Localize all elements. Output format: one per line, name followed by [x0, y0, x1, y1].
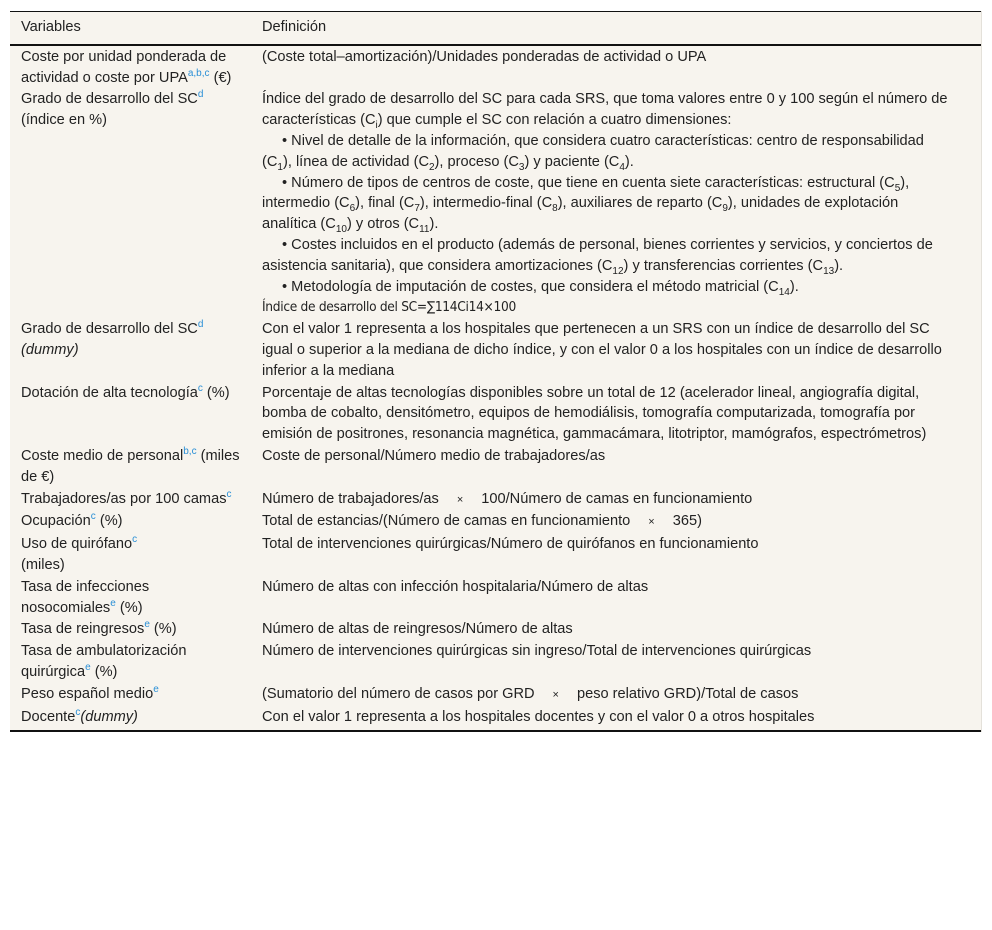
definition-cell: Número de intervenciones quirúrgicas sin ingreso/Total de intervenciones quirúrgicas — [262, 643, 812, 660]
variable-cell: Ocupación$^c$ (%) — [21, 511, 123, 530]
definition-cell: Número de altas con infección hospitalaria/Número de altas — [262, 578, 649, 595]
definition-cell: (Coste total–amortización)/Unidades ponderadas de actividad o UPA — [262, 48, 707, 65]
variable-cell: Uso de quirófano$^c$ (miles) — [21, 534, 138, 573]
footnote-link[interactable]: e — [153, 683, 159, 695]
table-row — [10, 683, 981, 706]
variable-cell: Tasa de reingresos$^e$ (%) — [21, 619, 177, 638]
variable-cell: Dotación de alta tecnología$^c$ (%) — [21, 382, 230, 401]
variables-table — [10, 11, 981, 732]
footnote-link[interactable]: c — [90, 511, 96, 523]
footnote-link[interactable]: d — [197, 319, 204, 331]
definition-bullet: • Nivel de detalle de la información, que considera cuatro características: centro de responsabilidad $(C_1)$, línea de actividad $(C_2)$, proceso $(C_3)$ y paciente $(C_4)$. — [262, 132, 924, 173]
footnote-link[interactable]: e — [85, 661, 91, 673]
footnote-link[interactable]: e — [144, 619, 150, 631]
definition-intro: Índice del grado de desarrollo del SC para cada SRS, que toma valores entre 0 y 100 según el número de características $(C_i)$ que cumple el SC con relación a cuatro dimensiones: — [262, 91, 948, 132]
definition-cell — [262, 88, 981, 318]
variable-cell: Tasa de infecciones nosocomiales$^e$ (%) — [21, 578, 150, 616]
definition-bullet: • Número de tipos de centros de coste, que tiene en cuenta siete características: estructural $(C_5)$, intermedio $(C_6)$, final $(C_7)$, intermedio-final $(C_8)$, auxiliares de reparto $(C_9)$, unidades de explotación analítica $(C_{10})$ y otros $(C_{11})$. — [262, 174, 910, 236]
variable-cell: Coste por unidad ponderada de actividad o coste por UPA$^{a,b,c}$ (€) — [21, 48, 232, 86]
definition-bullet: • Metodología de imputación de costes, que considera el método matricial $(C_{14})$. — [282, 278, 799, 298]
definition-cell: Con el valor 1 representa a los hospitales que pertenecen a un SRS con un índice de desarrollo del SC igual o superior a la mediana de dicho índice, y con el valor 0 a los hospitales con un índice de desarrollo inferior a la mediana — [262, 321, 942, 379]
table-row — [10, 640, 981, 683]
variables-table-container — [10, 11, 982, 732]
definition-cell: Coste de personal/Número medio de trabajadores/as — [262, 447, 606, 464]
definition-formula: Índice de desarrollo del SC=∑114Ci14×100 — [262, 299, 516, 316]
variable-cell: Peso español medio$^e$ — [21, 683, 159, 702]
multiply-operator: × — [456, 493, 464, 506]
header-variables: Variables — [21, 19, 81, 35]
table-row — [10, 45, 981, 89]
definition-cell: Número de trabajadores/as × 100/Número de camas en funcionamiento — [262, 490, 753, 507]
footnote-link[interactable]: e — [110, 597, 116, 609]
table-row — [10, 618, 981, 640]
table-row — [10, 488, 981, 511]
variable-cell: Tasa de ambulatorización quirúrgica$^e$ (%) — [21, 643, 187, 680]
variable-cell: Grado de desarrollo del SC$^d$ (índice en %) — [21, 89, 204, 129]
variable-cell: Grado de desarrollo del SC$^d$ (dummy) — [21, 319, 204, 358]
table-row — [10, 533, 981, 576]
table-row — [10, 382, 981, 445]
footnote-link[interactable]: c — [197, 382, 203, 394]
footnote-link[interactable]: d — [197, 89, 204, 101]
variable-cell: Trabajadores/as por 100 camas$^c$ — [21, 488, 232, 507]
definition-cell: (Sumatorio del número de casos por GRD × peso relativo GRD)/Total de casos — [262, 685, 799, 702]
table-row — [10, 576, 981, 619]
footnote-link[interactable]: c — [75, 706, 81, 718]
table-row — [10, 706, 981, 732]
table-row — [10, 445, 981, 488]
footnote-link[interactable]: a,b,c — [187, 67, 210, 79]
footnote-link[interactable]: b,c — [183, 445, 197, 457]
table-header-row — [10, 12, 981, 45]
header-definicion: Definición — [262, 19, 327, 35]
table-row — [10, 318, 981, 381]
variable-cell: Coste medio de personal$^{b,c}$ (miles de €) — [21, 445, 240, 485]
definition-cell: Con el valor 1 representa a los hospitales docentes y con el valor 0 a otros hospitales — [262, 708, 815, 725]
definition-cell: Total de estancias/(Número de camas en funcionamiento × 365) — [262, 513, 702, 530]
definition-cell: Número de altas de reingresos/Número de altas — [262, 621, 573, 638]
table-row — [10, 88, 981, 318]
multiply-operator: × — [648, 516, 655, 529]
variable-cell: Docente$^c$(dummy) — [21, 706, 138, 725]
definition-cell: Porcentaje de altas tecnologías disponibles sobre un total de 12 (acelerador lineal, angiografía digital, bomba de cobalto, densitómetro, equipos de hemodiálisis, tomografía computarizada, tomografía por emisión de positrones, resonancia magnética, gammacámara, litotriptor, mamógrafos, espectrómetros) — [262, 384, 927, 443]
footnote-link[interactable]: c — [226, 488, 232, 500]
table-row — [10, 510, 981, 533]
footnote-link[interactable]: c — [132, 534, 138, 546]
definition-cell: Total de intervenciones quirúrgicas/Número de quirófanos en funcionamiento — [262, 536, 759, 553]
multiply-operator: × — [552, 688, 559, 701]
definition-bullet: • Costes incluidos en el producto (además de personal, bienes corrientes y servicios, y conciertos de asistencia sanitaria), que considera amortizaciones $(C_{12})$ y transferencias corrientes $(C_{13})$. — [262, 236, 933, 277]
